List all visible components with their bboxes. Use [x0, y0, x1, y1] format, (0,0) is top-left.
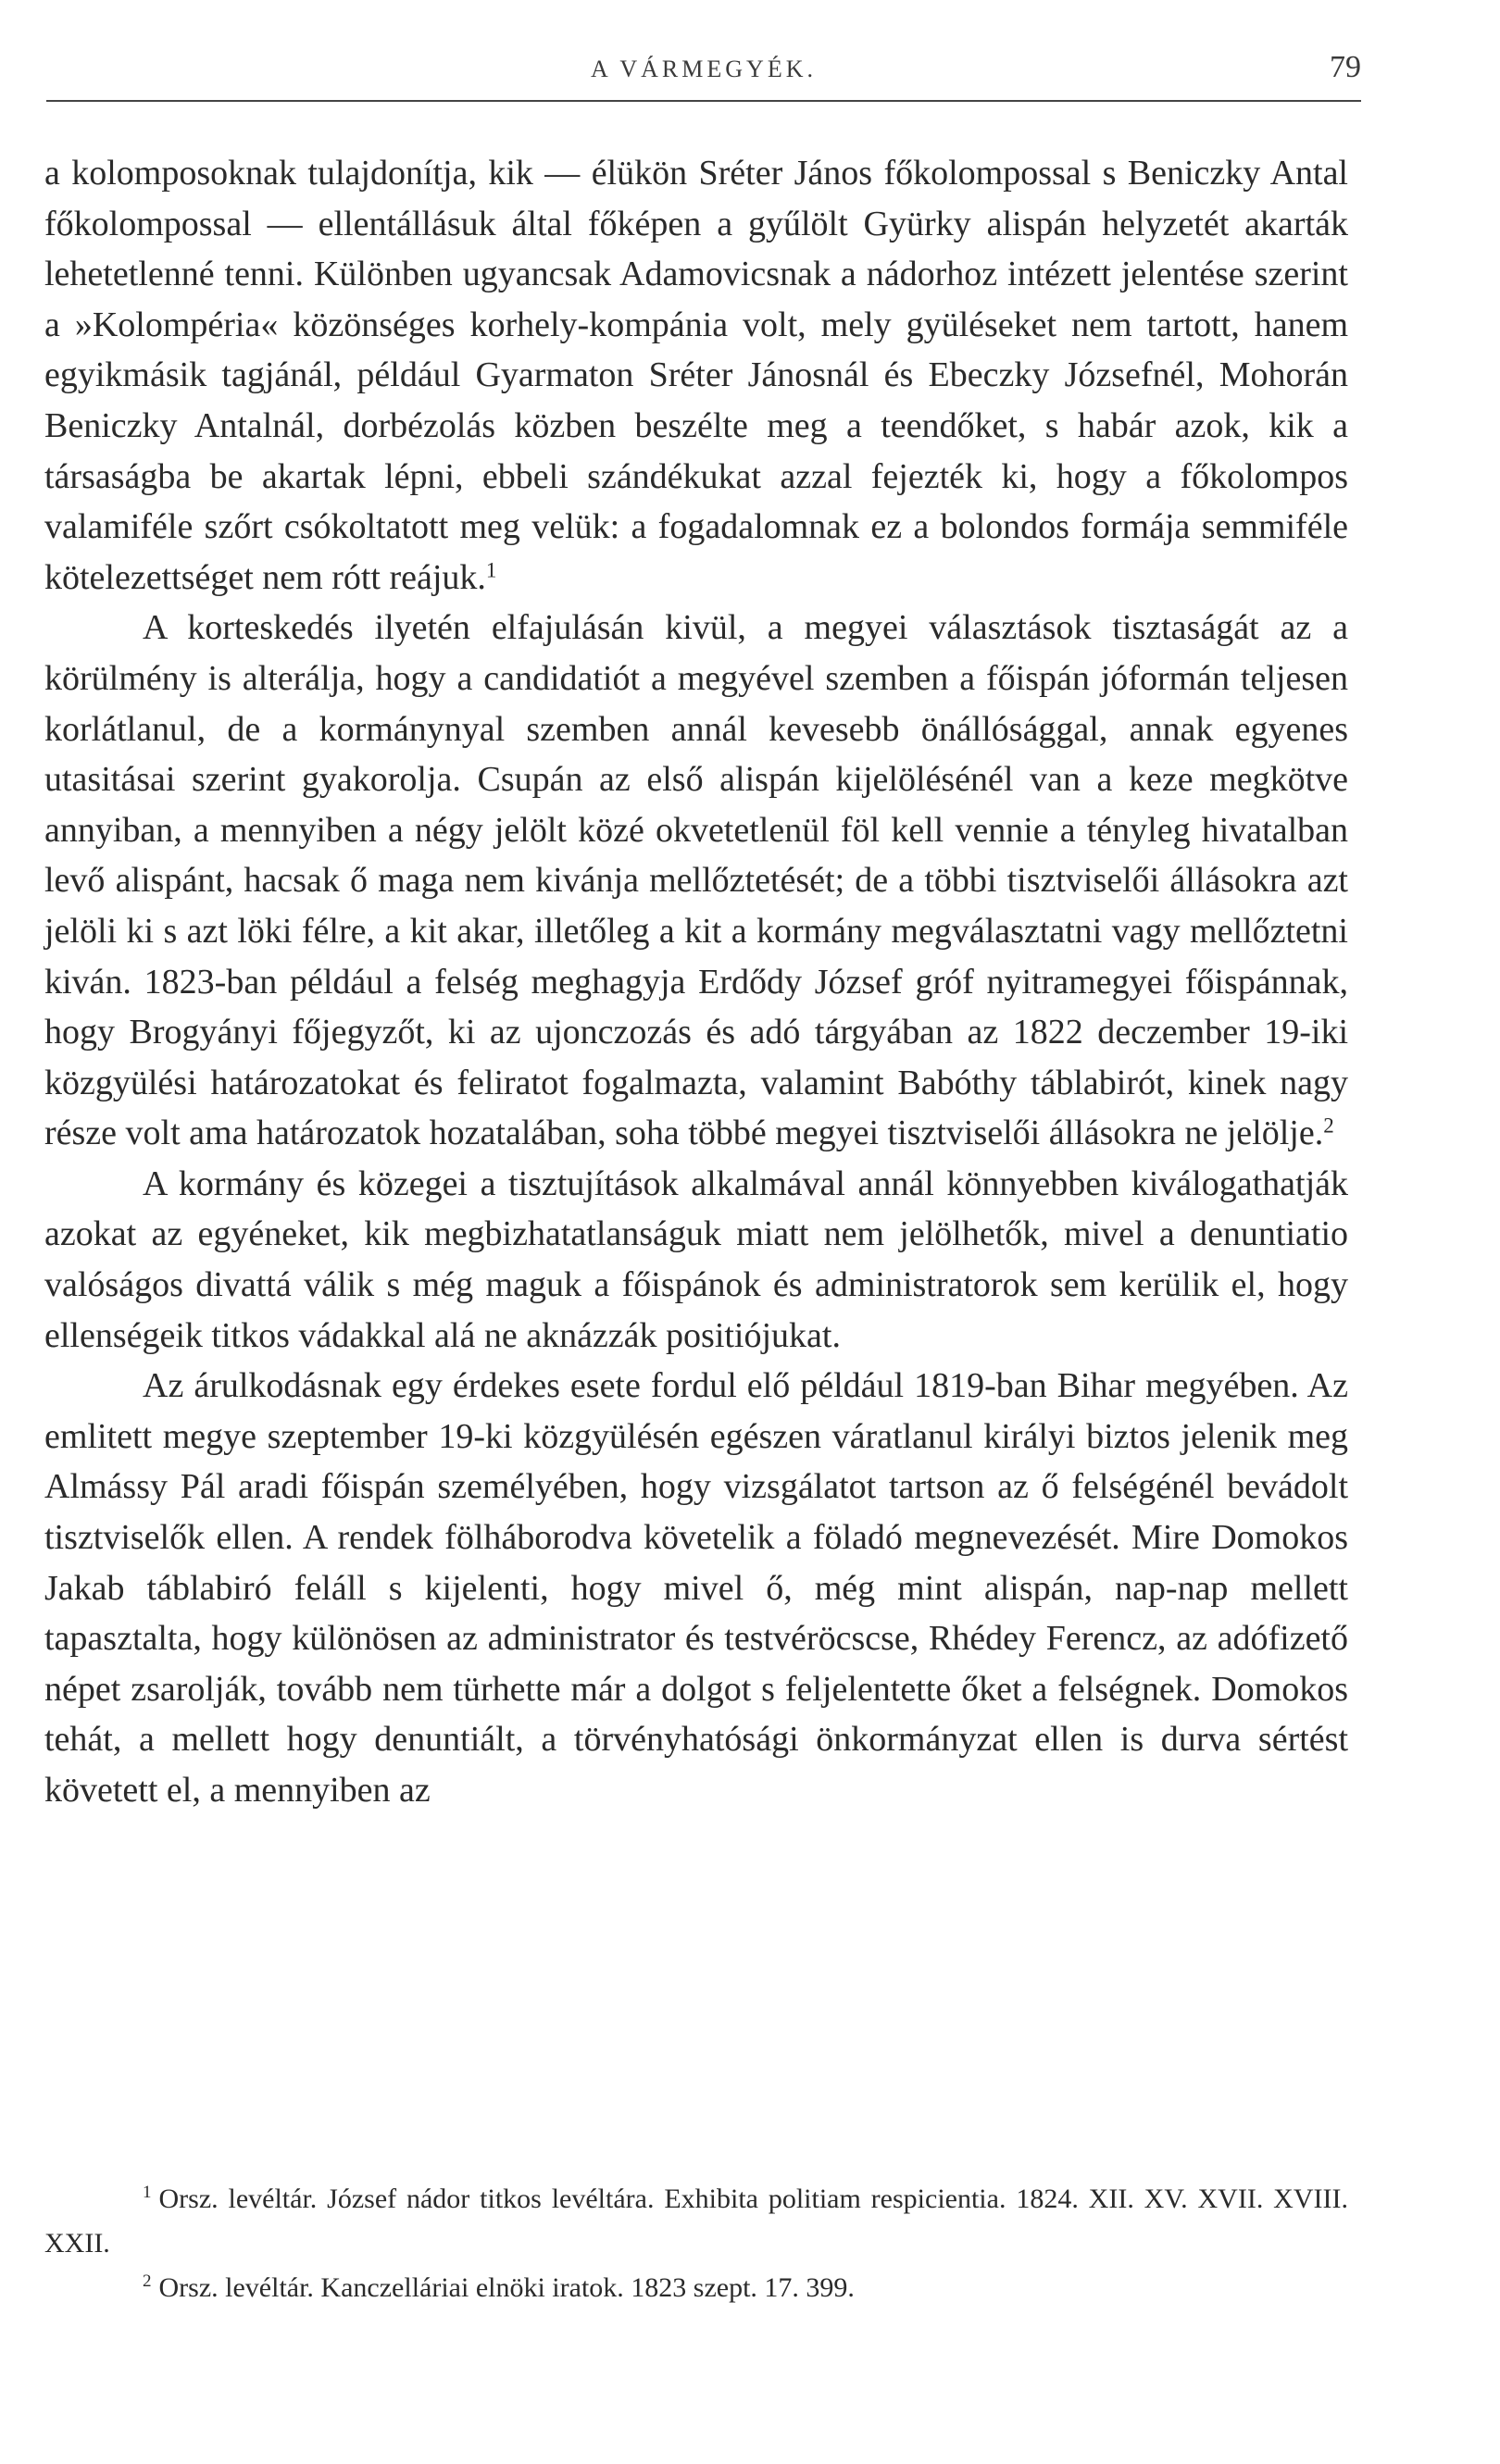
footnote [44, 2177, 1348, 2266]
footnotes [44, 2177, 1348, 2310]
paragraph-text: Az árulkodásnak egy érdekes esete fordul elő például 1819-ban Bihar megyében. Az emlitett megye szeptember 19-ki közgyülésén egészen váratlanul királyi biztos jelenik meg Almássy Pál aradi főispán személyében, hogy vizsgálatot tartson az ő felségénél bevádolt tisztviselők ellen. A rendek fölháborodva követelik a föladó megnevezését. Mire Domokos Jakab táblabiró feláll s kijelenti, hogy mivel ő, még mint alispán, nap-nap mellett tapasztalta, hogy különösen az administrator és testvéröcscse, Rhédey Ferencz, az adófizető népet zsarolják, tovább nem türhette már a dolgot s feljelentette őket a felségnek. Domokos tehát, a mellett hogy denuntiált, a törvényhatósági önkormányzat ellen is durva sértést követett el, a mennyiben az [44, 1366, 1348, 1810]
paragraph [44, 1361, 1348, 1815]
footnote-text: Orsz. levéltár. Kanczelláriai elnöki iratok. 1823 szept. 17. 399. [158, 2272, 855, 2303]
paragraph [44, 603, 1348, 1159]
paragraph-text: A kormány és közegei a tisztujítások alkalmával annál könnyebben kiválogathatják azokat az egyéneket, kik megbizhatatlanságuk miatt nem jelölhetők, mivel a denuntiatio valóságos divattá válik s még maguk a főispánok és administratorok sem kerülik el, hogy ellenségeik titkos vádakkal alá ne aknázzák positiójukat. [44, 1164, 1348, 1355]
page-number: 79 [1330, 50, 1361, 84]
footnote-number: 1 [143, 2182, 152, 2202]
paragraph [44, 148, 1348, 603]
footnote-ref: 2 [1323, 1114, 1334, 1138]
paragraph [44, 1159, 1348, 1361]
paragraph-text: a kolomposoknak tulajdonítja, kik — élükön Sréter János főkolompossal s Beniczky Antal főkolompossal — ellentállásuk által főképen a gyűlölt Gyürky alispán helyzetét akarták lehetetlenné tenni. Különben ugyancsak Adamovicsnak a nádorhoz intézett jelentése szerint a »Kolompéria« közönséges korhely-kompánia volt, mely gyüléseket nem tartott, hanem egyikmásik tagjánál, például Gyarmaton Sréter Jánosnál és Ebeczky Józsefnél, Mohorán Beniczky Antalnál, dorbézolás közben beszélte meg a teendőket, s habár azok, kik a társaságba be akartak lépni, ebbeli szándékukat azzal fejezték ki, hogy a főkolompos valamiféle szőrt csókoltatott meg velük: a fogadalomnak ez a bolondos formája semmiféle kötelezettséget nem rótt reájuk. [44, 154, 1348, 597]
footnote [44, 2266, 1348, 2310]
main-text [44, 148, 1348, 1816]
running-header [46, 46, 1361, 102]
paragraph-text: A korteskedés ilyetén elfajulásán kivül, a megyei választások tisztaságát az a körülmény is alterálja, hogy a candidatiót a megyével szemben a főispán jóformán teljesen korlátlanul, de a kormánynyal szemben annál kevesebb önállósággal, annak egyenes utasitásai szerint gyakorolja. Csupán az első alispán kijelölésénél van a keze megkötve annyiban, a mennyiben a négy jelölt közé okvetetlenül föl kell vennie a tényleg hivatalban levő alispánt, hacsak ő maga nem kivánja mellőztetését; de a többi tisztviselői állásokra azt jelöli ki s azt löki félre, a kit akar, illetőleg a kit a kormány megválasztatni vagy mellőztetni kiván. 1823-ban például a felség meghagyja Erdődy József gróf nyitramegyei főispánnak, hogy Brogyányi főjegyzőt, ki az ujonczozás és adó tárgyában az 1822 deczember 19-iki közgyülési határozatokat és feliratot fogalmazta, valamint Babóthy táblabirót, kinek nagy része volt ama határozatok hozatalában, soha többé megyei tisztviselői állásokra ne jelölje. [44, 608, 1348, 1153]
footnote-ref: 1 [485, 558, 497, 582]
footnote-number: 2 [143, 2271, 152, 2291]
footnote-text: Orsz. levéltár. József nádor titkos levéltára. Exhibita politiam respicientia. 1824. XII. XV. XVII. XVIII. XXII. [44, 2184, 1348, 2259]
running-title: A VÁRMEGYÉK. [591, 56, 817, 82]
